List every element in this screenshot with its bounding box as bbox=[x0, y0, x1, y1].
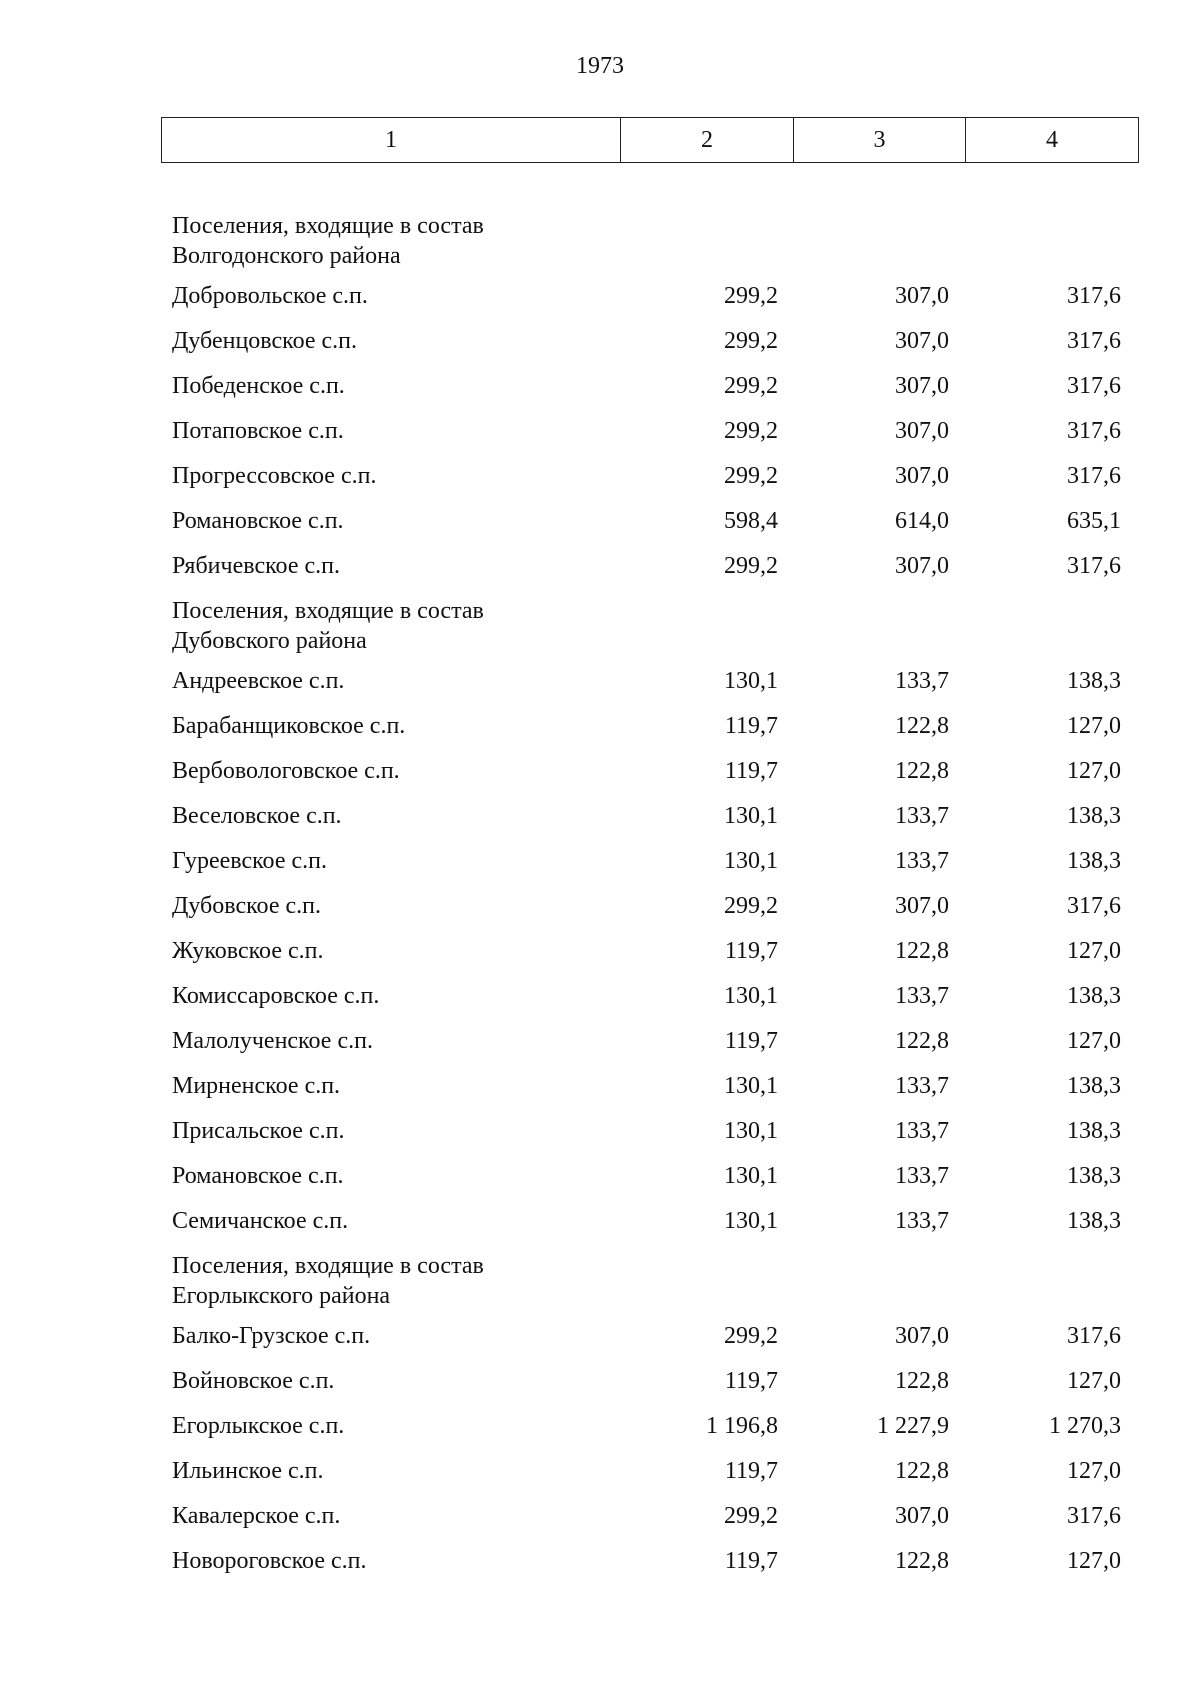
table-row bbox=[0, 461, 1200, 506]
value-col-2: 299,2 bbox=[724, 373, 778, 399]
value-col-3: 133,7 bbox=[895, 668, 949, 694]
settlement-name: Романовское с.п. bbox=[172, 1163, 344, 1189]
settlement-name: Рябичевское с.п. bbox=[172, 553, 340, 579]
value-col-2: 119,7 bbox=[724, 1548, 778, 1574]
section-heading-line: Поселения, входящие в состав bbox=[172, 1253, 484, 1279]
value-col-3: 133,7 bbox=[895, 1073, 949, 1099]
value-col-2: 130,1 bbox=[724, 668, 778, 694]
value-col-3: 122,8 bbox=[895, 1368, 949, 1394]
settlement-name: Жуковское с.п. bbox=[172, 938, 324, 964]
value-col-4: 317,6 bbox=[1067, 1503, 1121, 1529]
page-number: 1973 bbox=[576, 53, 624, 79]
value-col-3: 307,0 bbox=[895, 418, 949, 444]
value-col-3: 307,0 bbox=[895, 463, 949, 489]
settlement-name: Присальское с.п. bbox=[172, 1118, 345, 1144]
table-row bbox=[0, 936, 1200, 981]
value-col-4: 317,6 bbox=[1067, 418, 1121, 444]
value-col-3: 122,8 bbox=[895, 758, 949, 784]
value-col-4: 127,0 bbox=[1067, 713, 1121, 739]
value-col-3: 307,0 bbox=[895, 373, 949, 399]
table-row bbox=[0, 1026, 1200, 1071]
value-col-2: 130,1 bbox=[724, 1208, 778, 1234]
table-row bbox=[0, 1206, 1200, 1251]
value-col-3: 133,7 bbox=[895, 1163, 949, 1189]
value-col-4: 138,3 bbox=[1067, 1208, 1121, 1234]
column-header-row bbox=[162, 118, 1139, 163]
value-col-3: 133,7 bbox=[895, 848, 949, 874]
value-col-4: 317,6 bbox=[1067, 328, 1121, 354]
value-col-3: 307,0 bbox=[895, 283, 949, 309]
value-col-2: 299,2 bbox=[724, 553, 778, 579]
value-col-2: 598,4 bbox=[724, 508, 778, 534]
value-col-4: 127,0 bbox=[1067, 1028, 1121, 1054]
value-col-4: 138,3 bbox=[1067, 848, 1121, 874]
value-col-4: 1 270,3 bbox=[1049, 1413, 1121, 1439]
settlement-name: Веселовское с.п. bbox=[172, 803, 342, 829]
value-col-2: 299,2 bbox=[724, 463, 778, 489]
value-col-3: 122,8 bbox=[895, 1548, 949, 1574]
table-row bbox=[0, 1366, 1200, 1411]
table-row bbox=[0, 711, 1200, 756]
value-col-4: 138,3 bbox=[1067, 983, 1121, 1009]
table-row bbox=[0, 1456, 1200, 1501]
section-heading-line: Поселения, входящие в состав bbox=[172, 213, 484, 239]
value-col-4: 127,0 bbox=[1067, 1548, 1121, 1574]
settlement-name: Комиссаровское с.п. bbox=[172, 983, 380, 1009]
settlement-name: Романовское с.п. bbox=[172, 508, 344, 534]
value-col-3: 133,7 bbox=[895, 803, 949, 829]
value-col-2: 130,1 bbox=[724, 803, 778, 829]
settlement-name: Потаповское с.п. bbox=[172, 418, 344, 444]
value-col-3: 133,7 bbox=[895, 1118, 949, 1144]
value-col-2: 130,1 bbox=[724, 1118, 778, 1144]
table-row bbox=[0, 891, 1200, 936]
value-col-4: 127,0 bbox=[1067, 938, 1121, 964]
value-col-3: 307,0 bbox=[895, 893, 949, 919]
table-row bbox=[0, 1546, 1200, 1591]
value-col-2: 130,1 bbox=[724, 1073, 778, 1099]
settlement-name: Барабанщиковское с.п. bbox=[172, 713, 406, 739]
table-row bbox=[0, 326, 1200, 371]
settlement-name: Вербовологовское с.п. bbox=[172, 758, 400, 784]
table-row bbox=[0, 1321, 1200, 1366]
table-row bbox=[0, 846, 1200, 891]
value-col-2: 119,7 bbox=[724, 713, 778, 739]
settlement-name: Победенское с.п. bbox=[172, 373, 345, 399]
settlement-name: Кавалерское с.п. bbox=[172, 1503, 341, 1529]
settlement-name: Дубовское с.п. bbox=[172, 893, 321, 919]
table-row bbox=[0, 371, 1200, 416]
table-row bbox=[0, 506, 1200, 551]
value-col-3: 307,0 bbox=[895, 553, 949, 579]
value-col-2: 119,7 bbox=[724, 1028, 778, 1054]
value-col-4: 635,1 bbox=[1067, 508, 1121, 534]
value-col-2: 299,2 bbox=[724, 893, 778, 919]
settlement-name: Балко-Грузское с.п. bbox=[172, 1323, 371, 1349]
value-col-4: 317,6 bbox=[1067, 1323, 1121, 1349]
table-row bbox=[0, 551, 1200, 596]
table-row bbox=[0, 1411, 1200, 1456]
settlement-name: Егорлыкское с.п. bbox=[172, 1413, 345, 1439]
table-row bbox=[0, 1161, 1200, 1206]
value-col-4: 317,6 bbox=[1067, 553, 1121, 579]
section-heading bbox=[172, 1251, 1200, 1311]
value-col-4: 127,0 bbox=[1067, 1368, 1121, 1394]
table-row bbox=[0, 281, 1200, 326]
value-col-3: 133,7 bbox=[895, 983, 949, 1009]
value-col-2: 130,1 bbox=[724, 1163, 778, 1189]
table-row bbox=[0, 981, 1200, 1026]
settlement-name: Семичанское с.п. bbox=[172, 1208, 349, 1234]
value-col-3: 122,8 bbox=[895, 938, 949, 964]
table-row bbox=[0, 801, 1200, 846]
value-col-3: 307,0 bbox=[895, 1323, 949, 1349]
column-header-2: 2 bbox=[621, 118, 794, 163]
table-row bbox=[0, 666, 1200, 711]
value-col-4: 138,3 bbox=[1067, 803, 1121, 829]
value-col-4: 127,0 bbox=[1067, 758, 1121, 784]
value-col-2: 130,1 bbox=[724, 848, 778, 874]
settlement-name: Мирненское с.п. bbox=[172, 1073, 341, 1099]
value-col-4: 317,6 bbox=[1067, 283, 1121, 309]
value-col-2: 119,7 bbox=[724, 1368, 778, 1394]
value-col-4: 138,3 bbox=[1067, 1073, 1121, 1099]
value-col-3: 122,8 bbox=[895, 1028, 949, 1054]
value-col-2: 1 196,8 bbox=[706, 1413, 778, 1439]
value-col-4: 138,3 bbox=[1067, 1118, 1121, 1144]
value-col-4: 138,3 bbox=[1067, 668, 1121, 694]
value-col-4: 317,6 bbox=[1067, 373, 1121, 399]
section-heading-line: Дубовского района bbox=[172, 628, 367, 654]
settlement-name: Гуреевское с.п. bbox=[172, 848, 327, 874]
value-col-3: 307,0 bbox=[895, 328, 949, 354]
value-col-3: 122,8 bbox=[895, 1458, 949, 1484]
value-col-4: 317,6 bbox=[1067, 463, 1121, 489]
section-heading-line: Поселения, входящие в состав bbox=[172, 598, 484, 624]
value-col-2: 299,2 bbox=[724, 283, 778, 309]
column-header-1: 1 bbox=[162, 118, 621, 163]
table-row bbox=[0, 1116, 1200, 1161]
section-heading bbox=[172, 596, 1200, 656]
settlement-name: Прогрессовское с.п. bbox=[172, 463, 377, 489]
value-col-3: 307,0 bbox=[895, 1503, 949, 1529]
settlement-name: Малолученское с.п. bbox=[172, 1028, 373, 1054]
value-col-2: 119,7 bbox=[724, 1458, 778, 1484]
value-col-2: 299,2 bbox=[724, 418, 778, 444]
value-col-4: 317,6 bbox=[1067, 893, 1121, 919]
table-row bbox=[0, 1501, 1200, 1546]
value-col-2: 299,2 bbox=[724, 1503, 778, 1529]
value-col-2: 299,2 bbox=[724, 1323, 778, 1349]
settlement-name: Новороговское с.п. bbox=[172, 1548, 367, 1574]
section-heading-line: Волгодонского района bbox=[172, 243, 401, 269]
column-header-table bbox=[161, 117, 1139, 163]
table-row bbox=[0, 1071, 1200, 1116]
settlement-name: Войновское с.п. bbox=[172, 1368, 335, 1394]
value-col-3: 614,0 bbox=[895, 508, 949, 534]
value-col-3: 133,7 bbox=[895, 1208, 949, 1234]
value-col-3: 122,8 bbox=[895, 713, 949, 739]
value-col-2: 119,7 bbox=[724, 758, 778, 784]
table-row bbox=[0, 416, 1200, 461]
settlement-name: Андреевское с.п. bbox=[172, 668, 345, 694]
value-col-2: 130,1 bbox=[724, 983, 778, 1009]
column-header-4: 4 bbox=[966, 118, 1139, 163]
settlement-name: Ильинское с.п. bbox=[172, 1458, 324, 1484]
value-col-2: 299,2 bbox=[724, 328, 778, 354]
table-row bbox=[0, 756, 1200, 801]
value-col-2: 119,7 bbox=[724, 938, 778, 964]
value-col-4: 127,0 bbox=[1067, 1458, 1121, 1484]
column-header-3: 3 bbox=[794, 118, 966, 163]
section-heading bbox=[172, 211, 1200, 271]
section-heading-line: Егорлыкского района bbox=[172, 1283, 391, 1309]
settlement-name: Дубенцовское с.п. bbox=[172, 328, 358, 354]
table-body bbox=[0, 211, 1200, 1591]
value-col-3: 1 227,9 bbox=[877, 1413, 949, 1439]
value-col-4: 138,3 bbox=[1067, 1163, 1121, 1189]
settlement-name: Добровольское с.п. bbox=[172, 283, 368, 309]
